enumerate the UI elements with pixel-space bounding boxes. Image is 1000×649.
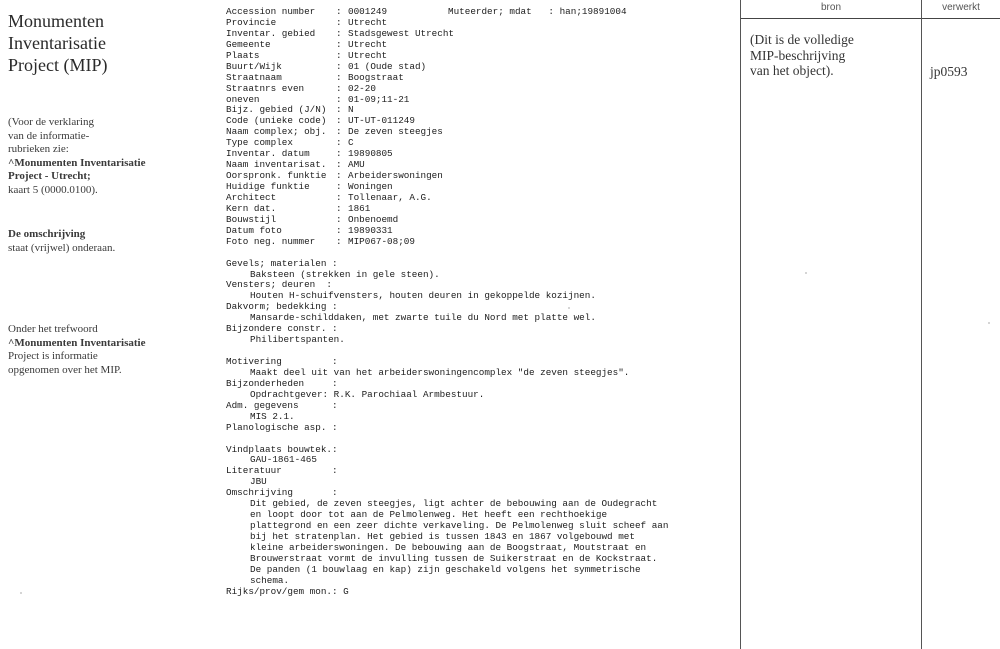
title-line: Project (MIP) <box>8 55 108 75</box>
field-value: Woningen <box>348 181 393 192</box>
field-separator: : <box>336 202 342 214</box>
scan-speck <box>988 322 990 324</box>
field-key: Plaats <box>226 49 260 61</box>
field-key: Straatnaam <box>226 71 282 83</box>
table-border-left <box>740 0 741 649</box>
field-key: Naam complex; obj. <box>226 126 327 138</box>
scan-speck <box>20 592 22 594</box>
field-value: 19890805 <box>348 148 393 160</box>
field-key: Accession number <box>226 6 316 17</box>
field-value: 01 (Oude stad) <box>348 60 427 72</box>
planologische-label: Planologische asp. : <box>226 421 338 433</box>
note-line: Project is informatie <box>8 350 98 362</box>
literatuur-value: JBU <box>250 476 267 488</box>
field-value: 02-20 <box>348 82 376 94</box>
field-separator: : <box>336 27 342 39</box>
rijks-prov-gem-mon: Rijks/prov/gem mon.: G <box>226 585 349 597</box>
vindplaats-label: Vindplaats bouwtek.: <box>226 443 338 455</box>
field-key: Kern dat. <box>226 202 277 214</box>
record-field-row <box>226 29 716 40</box>
omschrijving-line: en loopt door tot aan de Pelmolenweg. Het heeft een rechthoekige <box>250 509 608 521</box>
field-key: Huidige funktie <box>226 181 310 192</box>
omschrijving-line: kleine arbeiderswoningen. De bebouwing aan de Boogstraat, Moutstraat en <box>250 541 647 553</box>
note-line: staat (vrijwel) onderaan. <box>8 241 116 254</box>
field-key: Inventar. datum <box>226 148 310 160</box>
bron-cell <box>750 32 854 79</box>
field-separator: : <box>336 115 342 127</box>
field-separator: : <box>336 16 342 28</box>
field-separator: : <box>336 148 342 160</box>
omschrijving-line: Brouwerstraat vormt de invulling tussen de Suikerstraat en de Kockstraat. <box>250 552 658 564</box>
muteerder-field: Muteerder; mdat : han;19891004 <box>448 6 627 17</box>
field-key: Oorspronk. funktie <box>226 170 327 182</box>
verwerkt-cell: jp0593 <box>930 64 968 79</box>
omschrijving-line: bij het stratenplan. Het gebied is tussen 1843 en 1867 volgebouwd met <box>250 531 635 542</box>
field-key: Inventar. gebied <box>226 27 316 39</box>
field-separator: : <box>336 213 342 225</box>
dakvorm-label: Dakvorm; bedekking : <box>226 301 338 313</box>
omschrijving-line: Dit gebied, de zeven steegjes, ligt achter de bebouwing aan de Oudegracht <box>250 498 658 510</box>
field-value: 1861 <box>348 202 371 214</box>
field-value: UT-UT-011249 <box>348 115 415 127</box>
note-line-bold: ^Monumenten Inventarisatie <box>8 156 146 169</box>
omschrijving-line: schema. <box>250 574 290 586</box>
field-key: Datum foto <box>226 224 282 236</box>
record-field-row <box>226 73 716 84</box>
field-separator: : <box>336 159 342 171</box>
field-separator: : <box>336 82 342 94</box>
field-separator: : <box>336 71 342 83</box>
field-value: 0001249 <box>348 6 388 17</box>
record-fields <box>226 7 716 248</box>
field-value: Onbenoemd <box>348 213 399 225</box>
literatuur-label: Literatuur : <box>226 465 338 477</box>
omschrijving-label: Omschrijving : <box>226 487 338 499</box>
field-value: Utrecht <box>348 16 388 28</box>
field-key: Provincie <box>226 16 277 28</box>
field-value: 19890331 <box>348 224 393 236</box>
field-separator: : <box>336 60 342 72</box>
field-value: Boogstraat <box>348 71 404 83</box>
field-value: C <box>348 137 354 149</box>
field-key: Foto neg. nummer <box>226 235 316 247</box>
record-field-row <box>226 182 716 193</box>
field-separator: : <box>336 191 342 203</box>
note-line: van de informatie- <box>8 129 90 142</box>
motivering-label: Motivering : <box>226 356 338 367</box>
note-line: opgenomen over het MIP. <box>8 363 122 376</box>
note-line: rubrieken zie: <box>8 143 69 155</box>
field-separator: : <box>336 137 342 149</box>
title-line: Inventarisatie <box>8 33 106 53</box>
omschrijving-line: De panden (1 bouwlaag en kap) zijn geschakeld volgens het symmetrische <box>250 563 641 575</box>
field-key: Bouwstijl <box>226 213 277 225</box>
motivering-value: Maakt deel uit van het arbeiderswoningencomplex "de zeven steegjes". <box>250 366 630 378</box>
field-separator: : <box>336 6 342 17</box>
table-column-divider <box>921 0 922 649</box>
left-panel <box>8 10 208 376</box>
field-separator: : <box>336 126 342 138</box>
note-line-bold: ^Monumenten Inventarisatie <box>8 336 146 349</box>
field-value: Utrecht <box>348 49 388 61</box>
field-value: N <box>348 104 354 116</box>
note-line: kaart 5 (0000.0100). <box>8 183 98 196</box>
column-header-verwerkt: verwerkt <box>922 0 1000 19</box>
bron-line: (Dit is de volledige <box>750 32 854 47</box>
field-key: Code (unieke code) <box>226 115 327 127</box>
field-value: De zeven steegjes <box>348 126 443 138</box>
title-line: Monumenten <box>8 11 104 31</box>
field-separator: : <box>336 104 342 116</box>
omschrijving-line: plattegrond en een zeer dichte verkaveling. De Pelmolenweg sluit scheef aan <box>250 520 669 532</box>
record-field-row <box>226 215 716 226</box>
bijzonderheden-value: Opdrachtgever: R.K. Parochiaal Armbestuur. <box>250 388 485 400</box>
field-separator: : <box>336 49 342 61</box>
field-key: Gemeente <box>226 38 271 50</box>
field-key: Naam inventarisat. <box>226 159 327 171</box>
field-key: Bijz. gebied (J/N) <box>226 104 327 116</box>
vindplaats-value: GAU-1861-465 <box>250 454 317 466</box>
note-line-bold: Project - Utrecht; <box>8 170 91 182</box>
field-value: Tollenaar, A.G. <box>348 191 432 203</box>
field-key: Straatnrs even <box>226 82 305 94</box>
field-value: Arbeiderswoningen <box>348 170 443 182</box>
field-separator: : <box>336 224 342 236</box>
field-separator: : <box>336 170 342 182</box>
bijzondere-constr-value: Philibertspanten. <box>250 334 345 346</box>
scan-speck <box>805 272 807 274</box>
vensters-value: Houten H-schuifvensters, houten deuren in gekoppelde kozijnen. <box>250 290 596 302</box>
source-table <box>740 0 1000 649</box>
field-value: Stadsgewest Utrecht <box>348 27 455 39</box>
note-line: Onder het trefwoord <box>8 323 98 335</box>
field-value: 01-09;11-21 <box>348 93 410 105</box>
bron-line: van het object). <box>750 63 834 78</box>
dakvorm-value: Mansarde-schilddaken, met zwarte tuile du Nord met platte wel. <box>250 312 596 324</box>
field-value: Utrecht <box>348 38 388 50</box>
adm-gegevens-value: MIS 2.1. <box>250 410 295 422</box>
bijzonderheden-label: Bijzonderheden : <box>226 377 338 389</box>
column-header-bron: bron <box>741 0 921 19</box>
gevels-label: Gevels; materialen : <box>226 257 338 269</box>
record-field-row <box>226 40 716 51</box>
field-separator: : <box>336 181 342 192</box>
field-key: Buurt/Wijk <box>226 60 282 72</box>
field-key: Architect <box>226 191 277 203</box>
note-line: De omschrijving <box>8 228 86 240</box>
adm-gegevens-label: Adm. gegevens : <box>226 399 338 411</box>
record-field-row <box>226 237 716 248</box>
field-value: AMU <box>348 159 365 171</box>
record-field-row <box>226 51 716 62</box>
record-field-row <box>226 62 716 73</box>
field-value: MIP067-08;09 <box>348 235 415 247</box>
keyword-note <box>8 323 145 377</box>
record-field-row <box>226 193 716 204</box>
record-field-row <box>226 204 716 215</box>
vensters-label: Vensters; deuren : <box>226 279 333 291</box>
record-field-row <box>226 127 716 138</box>
bijzondere-constr-label: Bijzondere constr. : <box>226 323 338 335</box>
page-title <box>8 10 208 76</box>
mip-record <box>226 7 716 598</box>
note-line: (Voor de verklaring <box>8 116 94 128</box>
bron-line: MIP-beschrijving <box>750 47 846 63</box>
gevels-value: Baksteen (strekken in gele steen). <box>250 268 440 280</box>
explanation-note <box>8 116 145 197</box>
field-separator: : <box>336 38 342 50</box>
description-location-note <box>8 228 115 255</box>
scan-speck <box>568 307 570 309</box>
field-key: Type complex <box>226 137 293 149</box>
field-key: oneven <box>226 93 260 105</box>
field-separator: : <box>336 235 342 247</box>
record-field-row <box>226 84 716 95</box>
field-separator: : <box>336 93 342 105</box>
